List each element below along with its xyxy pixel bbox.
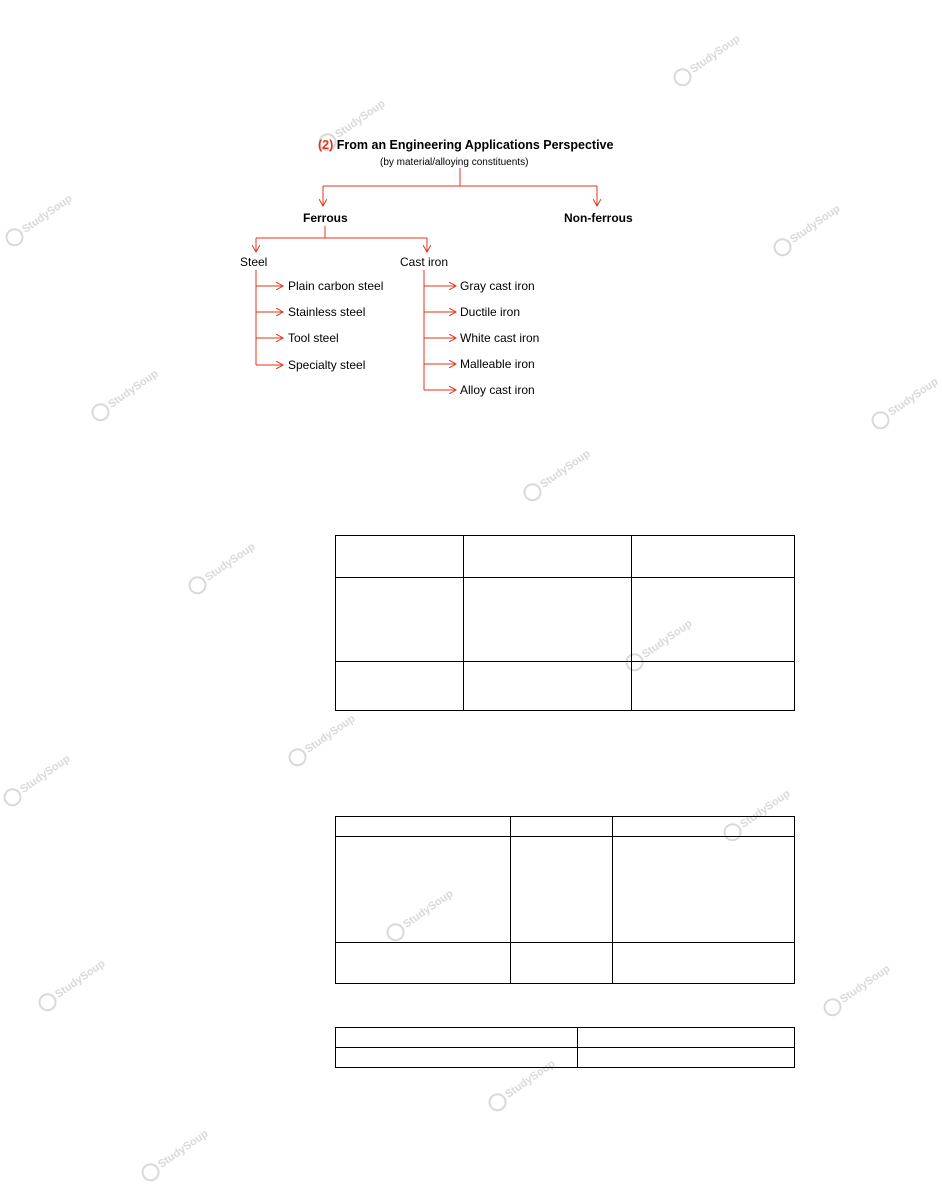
watermark: StudySoup: [820, 960, 894, 1020]
table-cell: [336, 662, 464, 711]
watermark: StudySoup: [520, 445, 594, 505]
cast-iron-type: Malleable iron: [460, 357, 535, 371]
table-cell: [336, 943, 511, 984]
watermark: StudySoup: [720, 785, 794, 845]
empty-table-2: [335, 816, 795, 984]
watermark: StudySoup: [285, 710, 359, 770]
table-cell: [511, 817, 613, 837]
section-number: (2): [318, 138, 334, 152]
empty-table-1: [335, 535, 795, 711]
node-ferrous: Ferrous: [303, 211, 348, 225]
table-cell: [632, 662, 795, 711]
node-non-ferrous: Non-ferrous: [564, 211, 633, 225]
steel-type: Specialty steel: [288, 358, 366, 372]
table-cell: [336, 536, 464, 578]
table-row: [336, 578, 795, 662]
node-steel: Steel: [240, 255, 268, 269]
table-cell: [464, 578, 632, 662]
watermark: StudySoup: [185, 538, 259, 598]
cast-iron-type: Gray cast iron: [460, 279, 535, 293]
table-cell: [613, 817, 795, 837]
diagram-title: [318, 138, 613, 152]
table-cell: [336, 1048, 578, 1068]
watermark: StudySoup: [2, 190, 76, 250]
watermark: StudySoup: [868, 373, 942, 433]
cast-iron-type: Alloy cast iron: [460, 383, 535, 397]
watermark: StudySoup: [622, 615, 696, 675]
steel-type: Tool steel: [288, 331, 339, 345]
steel-type: Stainless steel: [288, 305, 366, 319]
title-text: From an Engineering Applications Perspective: [336, 138, 614, 152]
table-row: [336, 1048, 795, 1068]
watermark: StudySoup: [770, 200, 844, 260]
watermark: StudySoup: [485, 1055, 559, 1115]
watermark: StudySoup: [383, 885, 457, 945]
table-cell: [336, 837, 511, 943]
watermark: StudySoup: [35, 955, 109, 1015]
table-cell: [613, 943, 795, 984]
table-cell: [336, 578, 464, 662]
table-cell: [511, 837, 613, 943]
table-cell: [578, 1028, 795, 1048]
table-cell: [578, 1048, 795, 1068]
table-cell: [464, 536, 632, 578]
table-row: [336, 837, 795, 943]
table-cell: [336, 1028, 578, 1048]
diagram-subtitle: (by material/alloying constituents): [380, 157, 529, 168]
table-cell: [632, 536, 795, 578]
table-row: [336, 943, 795, 984]
table-cell: [511, 943, 613, 984]
empty-table-3: [335, 1027, 795, 1068]
table-cell: [464, 662, 632, 711]
table-row: [336, 817, 795, 837]
table-row: [336, 662, 795, 711]
table-cell: [336, 817, 511, 837]
steel-type: Plain carbon steel: [288, 279, 384, 293]
table-cell: [613, 837, 795, 943]
cast-iron-type: White cast iron: [460, 331, 540, 345]
table-row: [336, 1028, 795, 1048]
watermark: StudySoup: [315, 95, 389, 155]
watermark: StudySoup: [138, 1125, 212, 1185]
classification-tree-connectors: [0, 0, 918, 420]
table-cell: [632, 578, 795, 662]
watermark: StudySoup: [88, 365, 162, 425]
watermark: StudySoup: [670, 30, 744, 90]
cast-iron-type: Ductile iron: [460, 305, 521, 319]
watermark: StudySoup: [0, 750, 74, 810]
table-row: [336, 536, 795, 578]
node-cast-iron: Cast iron: [400, 255, 449, 269]
